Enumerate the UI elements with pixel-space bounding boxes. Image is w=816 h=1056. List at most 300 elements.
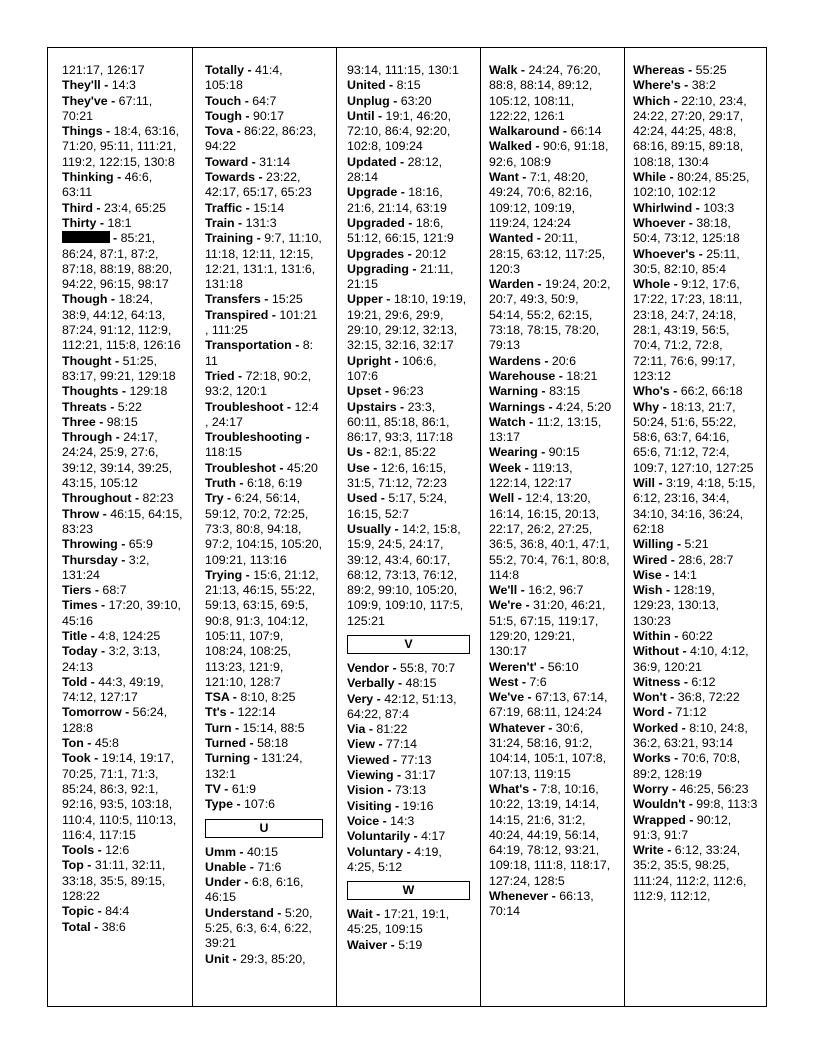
index-entry [62, 920, 183, 935]
index-entry [347, 768, 470, 783]
entry-page-refs: 48:15 [405, 676, 437, 691]
index-entry [62, 644, 183, 675]
entry-page-refs: 24:17, 24:24, 25:9, 27:6, 39:12, 39:14, 39:25, 43:15, 105:12 [62, 430, 173, 491]
index-entry [62, 491, 183, 506]
entry-term: Troubleshooting [205, 430, 303, 445]
entry-page-refs: 131:24, 132:1 [205, 751, 303, 781]
index-entry [205, 430, 323, 461]
entry-term: Tried [205, 368, 235, 383]
entry-separator: - [408, 261, 420, 276]
entry-term: They'll [62, 78, 101, 93]
entry-separator: - [391, 353, 403, 368]
entry-page-refs: 20:11, 28:15, 63:12, 117:25, 120:3 [489, 231, 606, 276]
entry-term: Without [633, 644, 679, 659]
index-entry [347, 661, 470, 676]
entry-page-refs: 7:6 [529, 674, 547, 689]
entry-separator: - [525, 414, 537, 429]
entry-separator: - [385, 78, 397, 93]
entry-page-refs: 128:19, 129:23, 130:13, 130:23 [633, 583, 720, 628]
entry-term: Until [347, 108, 375, 123]
entry-term: Turning [205, 751, 251, 766]
entry-separator: - [250, 751, 262, 766]
index-entry [633, 216, 758, 247]
entry-term: Unit [205, 951, 230, 966]
entry-page-refs: 106:6, 107:6 [347, 353, 437, 383]
entry-term: Through [62, 430, 113, 445]
entry-term: Warnings [489, 399, 545, 414]
entry-term: They've [62, 93, 108, 108]
entry-page-refs: 131:3 [245, 215, 277, 230]
entry-separator: - [268, 307, 280, 322]
entry-separator: - [673, 537, 685, 552]
entry-separator: - [555, 368, 567, 383]
index-entry [347, 799, 470, 814]
entry-page-refs: 129:18 [129, 384, 168, 399]
entry-page-refs: 98:15 [106, 414, 138, 429]
entry-separator: - [377, 491, 389, 506]
entry-page-refs: 56:24, 128:8 [62, 705, 168, 735]
entry-separator: - [233, 124, 245, 139]
entry-page-refs: 18:4, 63:16, 71:20, 95:11, 111:21, 119:2, 122:15, 130:8 [62, 124, 180, 169]
index-entry [633, 384, 758, 399]
index-entry [205, 461, 323, 476]
index-entry [633, 277, 758, 384]
entry-page-refs: 6:18, 6:19 [247, 476, 303, 491]
index-entry [489, 354, 614, 369]
entry-term: We'll [489, 583, 518, 598]
entry-separator: - [389, 660, 401, 675]
entry-term: TSA [205, 690, 230, 705]
index-entry [489, 598, 614, 659]
index-entry [62, 904, 183, 919]
entry-page-refs: 77:13 [400, 752, 432, 767]
entry-term: Viewing [347, 768, 394, 783]
entry-page-refs: 70:6, 70:8, 89:2, 128:19 [633, 751, 741, 781]
entry-term: Wanted [489, 231, 534, 246]
entry-separator: - [659, 399, 671, 414]
index-entry [205, 124, 323, 155]
entry-term: Though [62, 292, 108, 307]
entry-separator: - [113, 170, 125, 185]
index-entry [205, 860, 323, 875]
entry-continuation: 121:17, 126:17 [62, 63, 145, 77]
index-entry [62, 231, 183, 292]
entry-separator: - [117, 537, 129, 552]
index-page-frame [47, 47, 767, 1007]
entry-separator: - [273, 905, 285, 920]
index-entry [205, 751, 323, 782]
index-entry [489, 400, 614, 415]
entry-term: Won't [633, 690, 667, 705]
entry-page-refs: 40:15 [247, 844, 279, 859]
entry-term: Truth [205, 476, 236, 491]
index-entry [347, 445, 470, 460]
entry-page-refs: 99:8, 113:3 [696, 797, 758, 812]
entry-separator: - [113, 231, 121, 246]
entry-term: Vendor [347, 660, 389, 675]
entry-page-refs: 71:6 [257, 859, 282, 874]
entry-term: Willing [633, 537, 674, 552]
index-entry [347, 783, 470, 798]
entry-separator: - [661, 567, 673, 582]
entry-term: Title [62, 628, 88, 643]
entry-separator: - [521, 460, 533, 475]
index-entry [347, 676, 470, 691]
entry-separator: - [662, 583, 674, 598]
entry-separator: - [92, 200, 104, 215]
index-entry [347, 722, 470, 737]
index-entry [489, 889, 614, 920]
entry-separator: - [90, 919, 102, 934]
entry-separator: - [680, 674, 692, 689]
index-entry [347, 753, 470, 768]
entry-page-refs: 107:6 [244, 797, 276, 812]
index-entry [347, 262, 470, 293]
index-entry [205, 369, 323, 400]
entry-page-refs: 90:15 [548, 445, 580, 460]
entry-separator: - [389, 93, 401, 108]
index-entry [633, 751, 758, 782]
index-entry [205, 736, 323, 751]
entry-separator: - [283, 399, 295, 414]
entry-page-refs: 4:8, 124:25 [98, 628, 161, 643]
index-entry [347, 737, 470, 752]
entry-term: Unplug [347, 93, 390, 108]
entry-separator: - [404, 215, 416, 230]
entry-page-refs: 44:3, 49:19, 74:12, 127:17 [62, 674, 164, 705]
entry-term: Whirlwind [633, 200, 693, 215]
entry-term: United [347, 78, 386, 93]
entry-page-refs: 71:12 [675, 705, 707, 720]
index-entry [489, 63, 614, 124]
entry-page-refs: 67:13, 67:14, 67:19, 68:11, 124:24 [489, 690, 608, 720]
index-entry [347, 491, 470, 522]
entry-page-refs: 66:13, 70:14 [489, 889, 594, 919]
index-entry [489, 445, 614, 460]
entry-page-refs: 14:2, 15:8, 15:9, 24:5, 24:17, 39:12, 43:4, 60:17, 68:12, 73:13, 76:12, 89:2, 99:10, 105:20, 109:9, 109:10, 117:5, 125:21 [347, 521, 464, 628]
entry-page-refs: 3:2, 3:13, 24:13 [62, 644, 161, 674]
entry-term: Worry [633, 781, 669, 796]
entry-separator: - [255, 170, 267, 185]
entry-page-refs: 82:23 [142, 491, 174, 506]
index-entry [62, 675, 183, 706]
entry-separator: - [545, 399, 557, 414]
entry-page-refs: 90:6, 91:18, 92:6, 108:9 [489, 139, 609, 169]
entry-page-refs: 23:22, 42:17, 65:17, 65:23 [205, 170, 312, 200]
entry-separator: - [91, 583, 103, 598]
index-column [336, 48, 480, 1006]
entry-page-refs: 84:4 [105, 904, 130, 919]
entry-page-refs: 12:4, 13:20, 16:14, 16:15, 20:13, 22:17, 26:2, 27:25, 36:5, 36:8, 40:1, 47:1, 55:2, 70:4, 76:1, 80:8, 114:8 [489, 491, 610, 582]
entry-separator: - [517, 63, 529, 77]
entry-separator: - [106, 399, 118, 414]
entry-page-refs: 6:8, 6:16, 46:15 [205, 875, 304, 905]
entry-page-refs: 17:21, 19:1, 45:25, 109:15 [347, 907, 450, 937]
index-entry [205, 845, 323, 860]
entry-separator: - [362, 445, 374, 460]
entry-page-refs: 45:20 [286, 460, 318, 475]
entry-separator: - [97, 644, 109, 659]
entry-separator: - [112, 430, 124, 445]
entry-page-refs: 18:24, 38:9, 44:12, 64:13, 87:24, 91:12, 112:9, 112:21, 115:8, 126:16 [62, 292, 181, 353]
entry-page-refs: 4:24, 5:20 [556, 399, 612, 414]
index-entry [62, 63, 183, 78]
entry-term: Told [62, 674, 88, 689]
entry-term: Wise [633, 567, 662, 582]
index-entry [489, 170, 614, 231]
entry-term: Whatever [489, 720, 545, 735]
entry-separator: - [544, 720, 556, 735]
entry-term: Within [633, 628, 671, 643]
letter-heading: U [205, 819, 323, 838]
index-entry [62, 201, 183, 216]
entry-page-refs: 12:4 , 24:17 [205, 399, 319, 429]
entry-term: Traffic [205, 200, 243, 215]
entry-separator: - [242, 200, 254, 215]
entry-term: Whole [633, 277, 671, 292]
entry-page-refs: 96:23 [392, 384, 424, 399]
entry-page-refs: 6:24, 56:14, 59:12, 70:2, 72:25, 73:3, 80:8, 94:18, 97:2, 104:15, 105:20, 109:21, 113:16 [205, 491, 323, 567]
entry-separator: - [692, 200, 704, 215]
entry-page-refs: 56:10 [547, 659, 579, 674]
index-entry [62, 843, 183, 858]
entry-separator: - [223, 491, 235, 506]
entry-page-refs: 119:13, 122:14, 122:17 [489, 460, 573, 491]
entry-term: Voluntarily [347, 829, 411, 844]
entry-separator: - [410, 829, 422, 844]
index-entry [347, 400, 470, 446]
index-entry [489, 721, 614, 782]
entry-page-refs: 11:2, 13:15, 13:17 [489, 414, 602, 445]
entry-separator: - [234, 215, 246, 230]
index-entry [205, 155, 323, 170]
entry-page-refs: 61:9 [231, 781, 256, 796]
index-entry [633, 690, 758, 705]
entry-term: Why [633, 399, 660, 414]
index-entry [62, 415, 183, 430]
entry-page-refs: 15:14, 88:5 [242, 720, 305, 735]
entry-page-refs: 63:20 [400, 93, 432, 108]
entry-term: Thinking [62, 170, 114, 185]
index-entry [489, 782, 614, 889]
entry-term: Tiers [62, 583, 92, 598]
index-entry [347, 938, 470, 953]
entry-separator: - [117, 552, 129, 567]
index-entry [489, 415, 614, 446]
entry-page-refs: 101:21 , 111:25 [205, 307, 318, 338]
index-entry [62, 858, 183, 904]
entry-term: Warehouse [489, 368, 556, 383]
entry-term: Wardens [489, 353, 541, 368]
entry-separator: - [667, 552, 679, 567]
letter-heading: V [347, 635, 470, 654]
index-entry [633, 813, 758, 844]
entry-page-refs: 51:25, 83:17, 99:21, 129:18 [62, 353, 176, 383]
entry-term: Umm [205, 844, 236, 859]
index-entry [489, 369, 614, 384]
entry-term: Weren't' [489, 659, 537, 674]
entry-term: Vision [347, 783, 384, 798]
entry-page-refs: 8: 11 [205, 338, 314, 368]
entry-term: Used [347, 491, 378, 506]
entry-separator: - [396, 399, 408, 414]
index-entry [347, 185, 470, 216]
entry-page-refs: 77:14 [386, 737, 418, 752]
entry-term: Today [62, 644, 98, 659]
entry-term: Thirty [62, 215, 97, 230]
entry-page-refs: 23:4, 65:25 [104, 200, 167, 215]
entry-separator: - [95, 414, 107, 429]
entry-term: Topic [62, 904, 95, 919]
entry-page-refs: 29:3, 85:20, [240, 951, 306, 966]
entry-page-refs: 18:21 [566, 368, 598, 383]
entry-page-refs: 23:3, 60:11, 85:18, 86:1, 86:17, 93:3, 117:18 [347, 399, 453, 445]
entry-term: Ton [62, 736, 84, 751]
index-entry [347, 354, 470, 385]
entry-term: Threats [62, 399, 107, 414]
entry-separator: - [302, 430, 310, 445]
entry-term: Whenever [489, 889, 549, 904]
entry-term: Training [205, 231, 254, 246]
entry-page-refs: 36:8, 72:22 [677, 690, 740, 705]
entry-separator: - [102, 124, 114, 139]
entry-separator: - [680, 78, 692, 93]
entry-separator: - [240, 875, 252, 890]
entry-page-refs: 18:6, 51:12, 66:15, 121:9 [347, 215, 454, 246]
entry-separator: - [235, 476, 247, 491]
index-entry [347, 63, 470, 78]
entry-page-refs: 4:17 [421, 829, 446, 844]
index-entry [347, 522, 470, 629]
index-entry [633, 476, 758, 537]
entry-page-refs: 5:22 [117, 399, 142, 414]
entry-term: Upgraded [347, 215, 405, 230]
entry-separator: - [397, 185, 409, 200]
index-entry [205, 231, 323, 292]
index-entry [347, 845, 470, 876]
entry-term: Upgrade [347, 185, 398, 200]
index-entry [633, 400, 758, 476]
entry-separator: - [241, 108, 253, 123]
index-entry [205, 476, 323, 491]
entry-page-refs: 5:17, 5:24, 16:15, 52:7 [347, 491, 447, 521]
index-entry [62, 705, 183, 736]
entry-term: Warden [489, 277, 534, 292]
entry-separator: - [365, 722, 377, 737]
entry-separator: - [387, 937, 399, 952]
entry-term: Via [347, 722, 366, 737]
entry-term: Works [633, 751, 671, 766]
entry-separator: - [664, 705, 676, 720]
entry-separator: - [540, 353, 552, 368]
entry-term: Train [205, 215, 235, 230]
entry-separator: - [121, 705, 133, 720]
index-entry [633, 629, 758, 644]
entry-separator: - [372, 907, 384, 922]
entry-term: Under [205, 875, 241, 890]
entry-continuation: 93:14, 111:15, 130:1 [347, 63, 459, 77]
entry-separator: - [536, 659, 548, 674]
entry-page-refs: 14:3 [111, 78, 136, 93]
index-entry [205, 797, 323, 812]
entry-term: Viewed [347, 752, 390, 767]
index-entry [205, 952, 323, 967]
index-entry [62, 553, 183, 584]
entry-term: Who's [633, 384, 670, 399]
index-entry [347, 829, 470, 844]
entry-separator: - [514, 491, 526, 506]
entry-page-refs: 20:6 [551, 353, 577, 368]
entry-separator: - [107, 93, 119, 108]
entry-separator: - [100, 78, 112, 93]
entry-term: Visiting [347, 798, 392, 813]
entry-term: Wish [633, 583, 663, 598]
entry-page-refs: 28:6, 28:7 [678, 552, 734, 567]
index-entry [489, 277, 614, 353]
entry-term: Turned [205, 736, 247, 751]
entry-term: Turn [205, 720, 232, 735]
entry-separator: - [229, 951, 241, 966]
entry-term: Tomorrow [62, 705, 122, 720]
index-entry [633, 583, 758, 629]
index-entry [205, 216, 323, 231]
entry-separator: - [391, 798, 403, 813]
entry-page-refs: 46:25, 56:23 [679, 781, 749, 796]
entry-page-refs: 83:15 [549, 384, 581, 399]
entry-separator: - [253, 231, 265, 246]
entry-page-refs: 3:19, 4:18, 5:15, 6:12, 23:16, 34:4, 34:10, 34:16, 36:24, 62:18 [633, 476, 756, 536]
entry-term: West [489, 674, 519, 689]
entry-separator: - [97, 598, 109, 613]
entry-term: Throughout [62, 491, 132, 506]
index-entry [489, 690, 614, 721]
entry-term: Top [62, 858, 84, 873]
letter-heading: W [347, 881, 470, 900]
entry-term: Tt's [205, 705, 227, 720]
index-entry [347, 692, 470, 723]
entry-separator: - [678, 720, 690, 735]
index-entry [633, 78, 758, 93]
index-entry [205, 94, 323, 109]
entry-separator: - [529, 781, 541, 796]
entry-separator: - [291, 338, 303, 353]
entry-page-refs: 122:14 [237, 705, 276, 720]
index-entry [633, 675, 758, 690]
index-entry [633, 63, 758, 78]
entry-page-refs: 5:20, 5:25, 6:3, 6:4, 6:22, 39:21 [205, 905, 313, 951]
entry-separator: - [670, 751, 682, 766]
index-entry [205, 705, 323, 720]
index-entry [62, 400, 183, 415]
entry-page-refs: 58:18 [257, 736, 289, 751]
entry-separator: - [670, 93, 682, 108]
entry-term: Word [633, 705, 665, 720]
entry-separator: - [695, 246, 707, 261]
entry-term: Times [62, 598, 98, 613]
entry-term: Upright [347, 353, 392, 368]
index-entry [62, 751, 183, 843]
entry-separator: - [235, 844, 247, 859]
entry-term: Type [205, 797, 233, 812]
entry-term: We're [489, 598, 523, 613]
entry-term: Verbally [347, 676, 395, 691]
entry-page-refs: 80:24, 85:25, 102:10, 102:12 [633, 170, 750, 200]
entry-term: Towards [205, 170, 256, 185]
entry-term: Transpired [205, 307, 269, 322]
entry-term: Walkaround [489, 124, 560, 139]
entry-page-refs: 67:11, 70:21 [62, 93, 153, 123]
entry-term: View [347, 737, 376, 752]
